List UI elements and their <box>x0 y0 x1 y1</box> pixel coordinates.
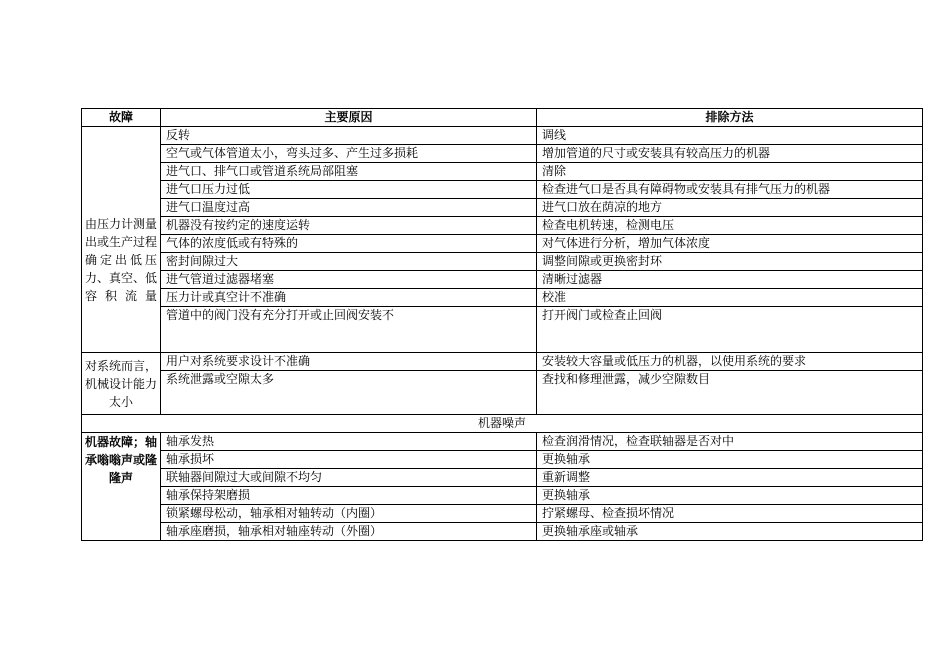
table-row <box>82 371 923 415</box>
table-row <box>82 307 923 353</box>
remedy-cell: 清晰过滤器 <box>537 271 923 289</box>
cause-cell: 反转 <box>161 127 537 145</box>
remedy-cell: 检查润滑情况，检查联轴器是否对中 <box>537 433 923 451</box>
section-row <box>82 415 923 433</box>
cause-cell: 空气或气体管道太小，弯头过多、产生过多损耗 <box>161 145 537 163</box>
fault-cell-low-pressure: 由压力计测量出或生产过程确定出低压力、真空、低容积流量 <box>82 127 161 353</box>
cause-cell: 机器没有按约定的速度运转 <box>161 217 537 235</box>
table-row <box>82 469 923 487</box>
cause-cell: 轴承发热 <box>161 433 537 451</box>
table-row <box>82 145 923 163</box>
cause-cell: 系统泄露或空隙太多 <box>161 371 537 415</box>
cause-cell: 进气口温度过高 <box>161 199 537 217</box>
cause-cell: 管道中的阀门没有充分打开或止回阀安装不 <box>161 307 537 353</box>
table-row <box>82 271 923 289</box>
troubleshooting-table <box>81 108 923 541</box>
section-title: 机器噪声 <box>82 415 923 433</box>
table-row <box>82 289 923 307</box>
remedy-cell: 检查电机转速，检测电压 <box>537 217 923 235</box>
table-row <box>82 181 923 199</box>
table-row <box>82 127 923 145</box>
remedy-cell: 清除 <box>537 163 923 181</box>
remedy-cell: 更换轴承 <box>537 451 923 469</box>
cause-cell: 压力计或真空计不准确 <box>161 289 537 307</box>
header-remedy: 排除方法 <box>537 109 923 127</box>
table-row <box>82 451 923 469</box>
table-row <box>82 487 923 505</box>
cause-cell: 进气管道过滤器堵塞 <box>161 271 537 289</box>
remedy-cell: 进气口放在荫凉的地方 <box>537 199 923 217</box>
remedy-cell: 校准 <box>537 289 923 307</box>
remedy-cell: 更换轴承 <box>537 487 923 505</box>
remedy-cell: 查找和修理泄露，减少空隙数目 <box>537 371 923 415</box>
remedy-cell: 打开阀门或检查止回阀 <box>537 307 923 353</box>
cause-cell: 进气口、排气口或管道系统局部阻塞 <box>161 163 537 181</box>
fault-cell-machine-noise: 机器故障；轴承嗡嗡声或隆隆声 <box>82 433 161 541</box>
table-row <box>82 235 923 253</box>
remedy-cell: 增加管道的尺寸或安装具有较高压力的机器 <box>537 145 923 163</box>
remedy-cell: 重新调整 <box>537 469 923 487</box>
table-row <box>82 253 923 271</box>
cause-cell: 进气口压力过低 <box>161 181 537 199</box>
cause-cell: 锁紧螺母松动，轴承相对轴转动（内圈） <box>161 505 537 523</box>
fault-cell-design-capacity: 对系统而言，机械设计能力太小 <box>82 353 161 415</box>
header-row <box>82 109 923 127</box>
cause-cell: 轴承保持架磨损 <box>161 487 537 505</box>
table-row <box>82 523 923 541</box>
table-row <box>82 505 923 523</box>
cause-cell: 轴承座磨损，轴承相对轴座转动（外圈） <box>161 523 537 541</box>
table-row <box>82 433 923 451</box>
remedy-cell: 调线 <box>537 127 923 145</box>
header-cause: 主要原因 <box>161 109 537 127</box>
header-fault: 故障 <box>82 109 161 127</box>
cause-cell: 轴承损坏 <box>161 451 537 469</box>
table-row <box>82 199 923 217</box>
table-row <box>82 217 923 235</box>
remedy-cell: 拧紧螺母、检查损坏情况 <box>537 505 923 523</box>
remedy-cell: 调整间隙或更换密封环 <box>537 253 923 271</box>
cause-cell: 用户对系统要求设计不准确 <box>161 353 537 371</box>
cause-cell: 气体的浓度低或有特殊的 <box>161 235 537 253</box>
cause-cell: 联轴器间隙过大或间隙不均匀 <box>161 469 537 487</box>
remedy-cell: 安装较大容量或低压力的机器，以使用系统的要求 <box>537 353 923 371</box>
table-row <box>82 353 923 371</box>
cause-cell: 密封间隙过大 <box>161 253 537 271</box>
remedy-cell: 对气体进行分析，增加气体浓度 <box>537 235 923 253</box>
remedy-cell: 更换轴承座或轴承 <box>537 523 923 541</box>
table-row <box>82 163 923 181</box>
remedy-cell: 检查进气口是否具有障碍物或安装具有排气压力的机器 <box>537 181 923 199</box>
